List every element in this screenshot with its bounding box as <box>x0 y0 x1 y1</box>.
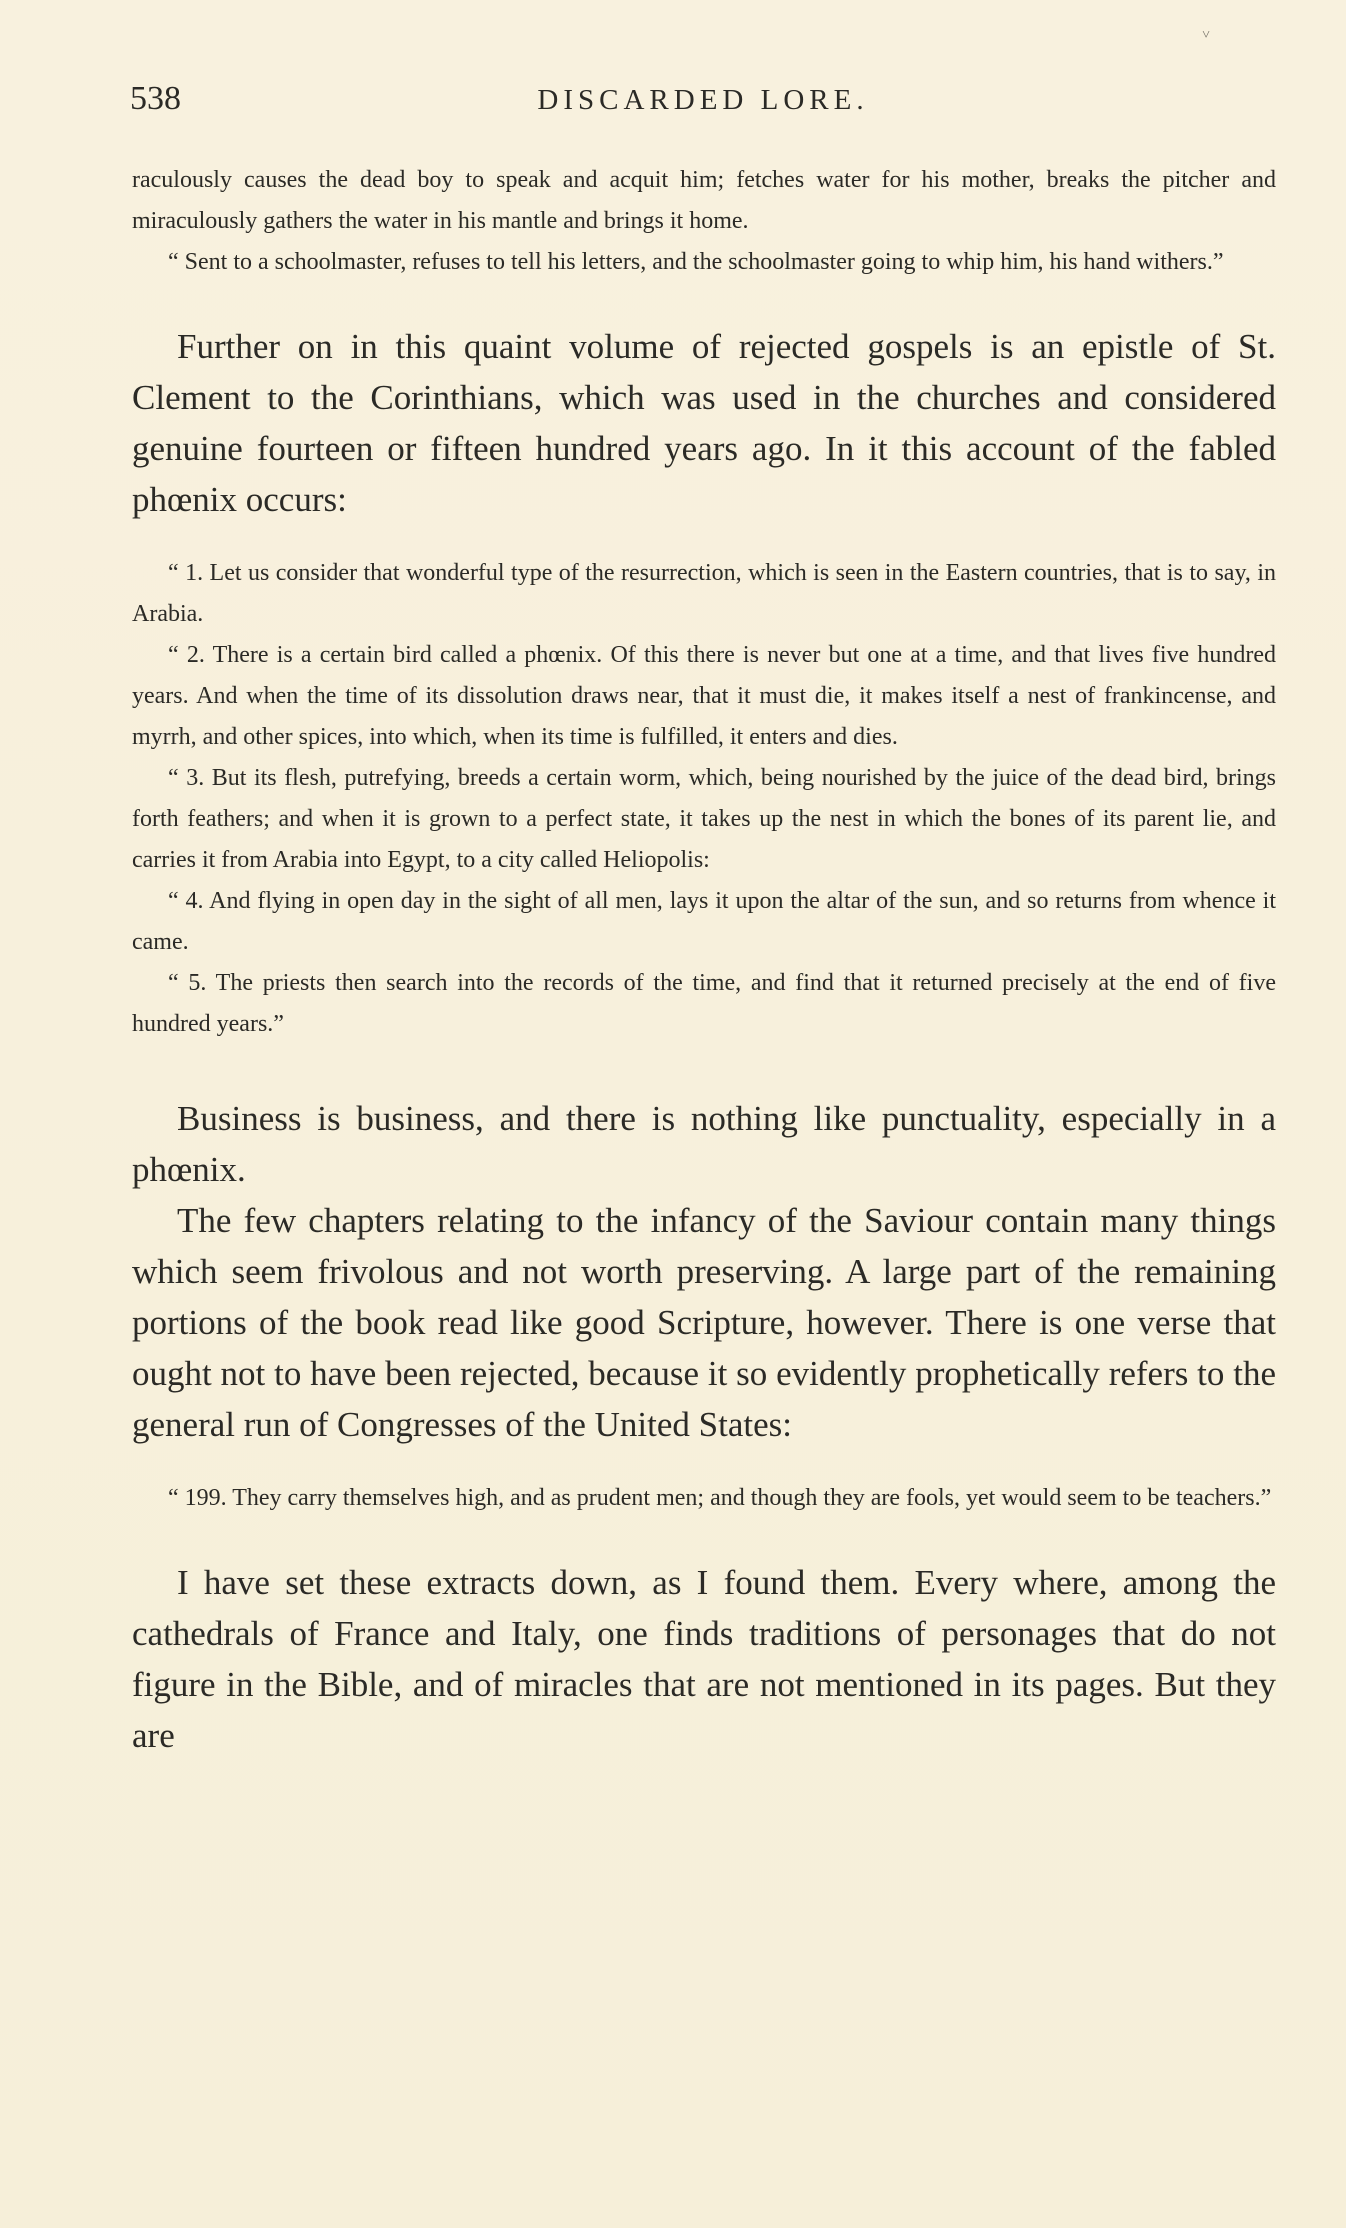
quote-verse-5: “ 5. The priests then search into the records of the time, and find that it returned precisely at the end of five hundred years.” <box>132 970 1276 1037</box>
text-column <box>132 160 1276 1761</box>
quote-schoolmaster: “ Sent to a schoolmaster, refuses to tell his letters, and the schoolmaster going to whip him, his hand withers.” <box>168 249 1224 275</box>
running-head: DISCARDED LORE. <box>537 84 869 116</box>
page-header <box>130 80 1276 130</box>
quote-verse-2: “ 2. There is a certain bird called a phœnix. Of this there is never but one at a time, and that lives five hundred years. And when the time of its dissolution draws near, that it must die, it makes itself a nest of frankincense, and myrrh, and other spices, into which, when its time is fulfilled, it enters and dies. <box>132 642 1276 750</box>
page-number: 538 <box>130 80 181 117</box>
paragraph-business: Business is business, and there is nothing like punctuality, especially in a phœnix. <box>132 1099 1276 1189</box>
paragraph-extracts: I have set these extracts down, as I found them. Every where, among the cathedrals of France and Italy, one finds traditions of personages that do not figure in the Bible, and of miracles that are not mentioned in its pages. But they are <box>132 1563 1276 1755</box>
quote-verse-3: “ 3. But its flesh, putrefying, breeds a certain worm, which, being nourished by the juice of the dead bird, brings forth feathers; and when it is grown to a perfect state, it takes up the nest in which the bones of its parent lie, and carries it from Arabia into Egypt, to a city called Heliopolis: <box>132 765 1276 873</box>
quote-verse-4: “ 4. And flying in open day in the sight of all men, lays it upon the altar of the sun, and so returns from whence it came. <box>132 888 1276 955</box>
quote-verse-199: “ 199. They carry themselves high, and as prudent men; and though they are fools, yet would seem to be teachers.” <box>168 1485 1272 1511</box>
paragraph-infancy: The few chapters relating to the infancy of the Saviour contain many things which seem frivolous and not worth preserving. A large part of the remaining portions of the book read like good Scripture, however. There is one verse that ought not to have been rejected, because it so evidently prophetically refers to the general run of Congresses of the United States: <box>132 1201 1276 1444</box>
margin-mark: ˅ <box>1202 28 1210 43</box>
paragraph-continuation: raculously causes the dead boy to speak and acquit him; fetches water for his mother, breaks the pitcher and miraculously gathers the water in his mantle and brings it home. <box>132 167 1276 234</box>
paragraph-clement: Further on in this quaint volume of rejected gospels is an epistle of St. Clement to the Corinthians, which was used in the churches and considered genuine fourteen or fifteen hundred years ago. In it this account of the fabled phœnix occurs: <box>132 327 1276 519</box>
quote-verse-1: “ 1. Let us consider that wonderful type of the resurrection, which is seen in the Eastern countries, that is to say, in Arabia. <box>132 560 1276 627</box>
